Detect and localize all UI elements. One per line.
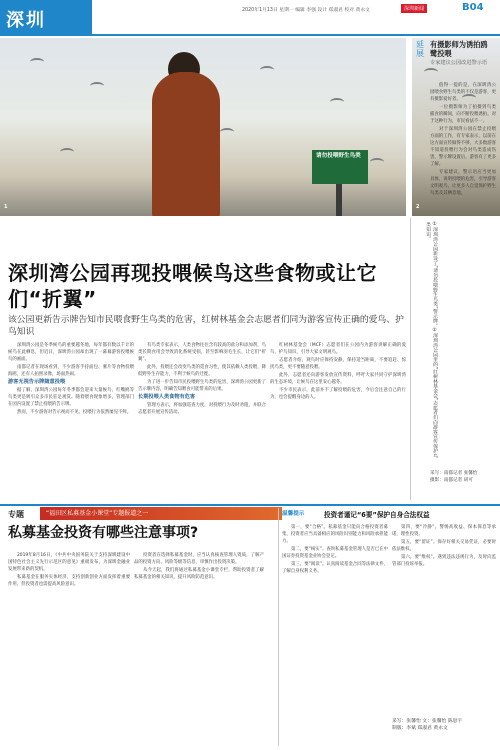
column-divider [410,218,411,500]
sign-post [336,184,342,216]
paragraph: 然而，不少游客对告示视而不见，投喂行为依然屡见不鲜。 [17,410,132,415]
bird-shape [30,58,44,66]
photo-number: 2 [416,204,420,210]
header-badge: 深圳新闻 [401,4,427,13]
paragraph: 有鸟类专家表示，人类食物往往含有较高的盐分和添加剂，鸟类长期食用会导致消化系统受损，甚至影响羽毛生长，让它们“折翼”。 [138,343,266,362]
main-subhead: 该公园更新告示牌告知市民喂食野生鸟类的危害，红树林基金会志愿者们同为游客宣传正确的爱鸟、护鸟知识 [8,315,404,337]
photo-number: 1 [4,204,8,210]
paragraph: 专家建议，警示语应当更加具体，说明投喂的危害，引导游客文明观鸟，让更多人自觉保护野生鸟类及其栖息地。 [430,170,496,196]
section-title: 深圳 [6,10,46,31]
sidebar-author: 采写：南都记者 张馨怡 摄影：南都记者 胡可 [430,471,478,483]
sidebar-lede: 专家建议公园改进警示语 [430,60,488,66]
tip-column-2 [392,524,496,714]
paragraph: 第一，要“合格”。私募基金只能向合格投资者募集，投资者应当具备相应的风险识别能力和风险承担能力。 [282,525,388,544]
paragraph: 据了解，深圳湾公园每年冬季都会迎来大量候鸟，红嘴鸥等鸟类更是吸引众多市民驻足观赏。随着喂食现象增多，管理部门在园内设置了禁止投喂的告示牌。 [8,388,134,407]
paragraph: 第四，要“冷静”。警惕高收益、保本保息等承诺，理性投资。 [392,525,496,537]
bird-shape [370,158,384,166]
paragraph: 从今天起，我们将通过私募基金小课堂专栏，帮助投资者了解私募基金的相关知识，提升风险防范意识。 [134,568,264,580]
section-subhead: 长期投喂人类食物有危害 [138,394,196,400]
paragraph: 值得一提的是，在深圳湾公园喂食野生鸟类的不仅是游客，更有摄影爱好者。 [430,83,496,102]
editor-credits: 采写：张馨怡 文：张馨怡 陈思宇 制版：李斌 郑淑君 黄永文 [392,719,463,731]
paragraph: 第二，要“核实”。查询私募基金管理人是否已在中国证券投资基金业协会登记。 [282,547,388,559]
paragraph: 深圳湾公园是冬季候鸟的重要越冬地，每年都有数以千计的候鸟在此栖息，但近日，深圳湾公园却出现了一幕幕游客投喂候鸟的画面。 [8,343,134,362]
feature-headline: 私募基金投资有哪些注意事项? [8,525,199,541]
tip-column-1 [282,524,388,746]
tip-title: 投资者谨记“6要”保护自身合法权益 [324,511,430,519]
paragraph: 一位摄影师为了拍摄到鸟类捕食的瞬间，向不断投喂诱拍。对于这种行为，市民看法不一。 [430,105,496,124]
bird-shape [330,98,344,106]
feature-column-2 [134,552,264,742]
bird-shape [260,66,274,74]
tip-tag: 温馨提示 [282,511,305,517]
main-photo [0,38,406,216]
feature-banner: “福田区私募基金小课堂”专题报道之一 [40,507,282,520]
header-meta: 2020年1月13日 星期一 编辑 李强 设计 郑淑君 校对 黄永文 [242,8,370,13]
paragraph: 投资者在选择私募基金时，应当认真核查管理人资质，了解产品的投资方向、风险等级等信息，审慎作出投资决策。 [134,553,264,565]
paragraph: 第五，要“留证”。保存好相关交易凭证，必要时依法维权。 [392,540,496,552]
paragraph: 为了进一步告知市民投喂野生鸟类的危害，深圳湾公园更新了告示牌内容，明确告知喂食可能带来的后果。 [138,380,266,392]
feature-column-1 [8,552,130,742]
header-rule [0,34,500,36]
paragraph: 此外，志愿者还向游客发放宣传资料，呼吁大家共同守护深圳湾的生态环境，让候鸟在这里安心越冬。 [270,373,406,385]
paragraph: 第三，要“阅读”。认真阅读基金合同等法律文件，了解自身权利义务。 [282,562,388,574]
warning-sign: 请勿投喂野生鸟类 [312,150,368,184]
bird-shape [220,128,234,136]
paragraph: 此外，投喂还会改变鸟类的觅食习性，使其依赖人类投喂，降低野外生存能力，不利于候鸟的迁徙。 [138,365,266,377]
sidebar-title: 有摄影师为诱拍鸥鹭投喂 [430,40,488,58]
article-column-1 [8,342,134,502]
main-headline: 深圳湾公园再现投喂候鸟这些食物或让它们“折翼” [8,261,377,311]
article-column-2 [138,342,266,502]
page-number: B04 [462,2,484,13]
paragraph: 红树林基金会（MCF）志愿者们在公园内为游客讲解正确的爱鸟、护鸟知识，引导大家文明观鸟。 [270,343,406,355]
paragraph: 志愿者介绍，观鸟时应保持安静，保持适当距离，不要追赶、惊扰鸟类，更不要随意投喂。 [270,358,406,370]
bird-shape [60,148,74,156]
sidebar-body [430,82,496,198]
section-subhead: 游客无视告示牌随意投喂 [8,379,66,385]
paragraph: 第六，要“维权”。遇到违法违规行为，及时向监管部门投诉举报。 [392,555,496,567]
bird-shape [90,82,104,90]
feature-label: 专题 [8,510,24,519]
bird-shape [424,68,438,76]
paragraph: 南都记者在现场看到，不少游客手持面包、薯片等食物投喂海鸥，还有人拍照录像，场面热闹。 [8,365,134,377]
photo-caption: ①深圳湾公园新设了“请勿投喂野生鸟类”警示牌。②深圳湾公园里的“红树林基金会”志愿者们向游客宣传保护鸟类知识。 [425,222,437,458]
section-tab [0,0,92,34]
column-divider [278,508,279,746]
section-divider [0,504,500,506]
paragraph: 不少市民表示，此前并不了解投喂的危害，今后会注意自己的行为，也会提醒身边的人。 [270,388,406,400]
person-figure [152,72,220,216]
paragraph: 2019年8月16日，《中共中央国务院关于支持深圳建设中国特色社会主义先行示范区的意见》重磅发布，为深圳金融业发展带来新的契机。 [8,553,130,572]
paragraph: 对于深圳湾公园在禁止投喂方面的工作，有专家表示，以前在这方面宣传做得不够，大多数游客不知道投喂行为会对鸟类造成伤害，警示牌设置后，游客有了更多了解。 [430,127,496,167]
sidebar-label: 延展 [416,40,424,58]
paragraph: 私募基金在服务实体经济、支持创新创业方面发挥着重要作用，但投资者也需提高风险意识。 [8,575,130,587]
paragraph: 管理方表示，将加强巡查力度，对投喂行为及时劝阻，并联合志愿者开展宣传活动。 [138,403,266,415]
article-column-3 [270,342,406,502]
